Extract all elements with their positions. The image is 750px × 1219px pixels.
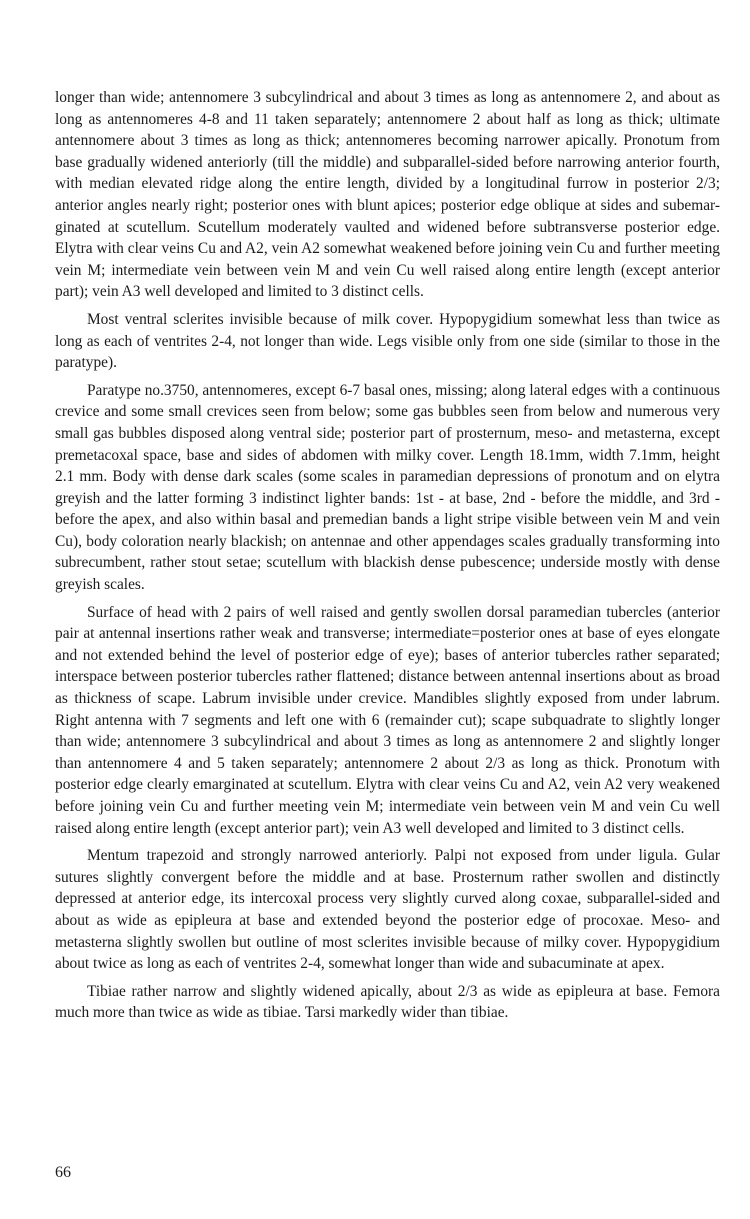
paragraph-paratype: Paratype no.3750, antennomeres, except 6-7 basal ones, missing; along lateral edges with a continuous crevice and some small crevices seen from below; some gas bubbles seen from below and numerous very small gas bubbles disposed along ventral side; posterior part of prosternum, meso- and metasterna, except premetacoxal space, base and sides of abdomen with milky cover. Length 18.1mm, width 7.1mm, height 2.1 mm. Body with dense dark scales (some scales in paramedian depressions of pronotum and on elytra greyish and the latter forming 3 indistinct lighter bands: 1st - at base, 2nd - before the middle, and 3rd - before the apex, and also within basal and premedian bands a light stripe visible between vein M and vein Cu), body coloration nearly blackish; on antennae and other appendages scales gradually transforming into subrecumbent, rather stout setae; scutellum with blackish dense pubescence; underside mostly with dense greyish scales. (55, 381, 720, 594)
paragraph-mentum: Mentum trapezoid and strongly narrowed anteriorly. Palpi not exposed from under ligula. Gular sutures slightly convergent before the middle and at base. Prosternum rather swollen and distinctly depressed at anterior edge, its intercoxal process very slightly curved along coxae, subparallel-sided and about as wide as epipleura at base and extended beyond the posterior edge of procoxae. Meso- and metasterna slightly swollen but outline of most sclerites invisible because of milky cover. Hypopygidium about twice as long as each of ventrites 2-4, somewhat longer than wide and subacuminate at apex. (55, 847, 720, 973)
page-body (55, 87, 720, 1030)
page-number: 66 (55, 1164, 71, 1181)
paragraph-head-surface: Surface of head with 2 pairs of well raised and gently swollen dorsal paramedian tubercles (anterior pair at antennal insertions rather weak and transverse; intermediate=posterior ones at base of eyes elongate and not extended behind the level of posterior edge of eye); bases of anterior tubercles rather separated; interspace between posterior tubercles rather flattened; distance between antennal insertions about as broad as thickness of scape. Labrum invisible under crevice. Mandibles slightly exposed from under labrum. Right antenna with 7 segments and left one with 6 (remainder cut); scape subquadrate to slightly longer than wide; antennomere 3 subcylindrical and about 3 times as long as antennomere 2 and slightly longer than antennomere 4 and 5 taken separately; antennomere 2 about 2/3 as long as thick. Pronotum with posterior edge clearly emarginated at scutellum. Elytra with clear veins Cu and A2, vein A2 very weakened before joining vein Cu and further meeting vein M; intermediate vein between vein M and vein Cu well raised along entire length (except anterior part); vein A3 well developed and limited to 3 distinct cells. (55, 603, 720, 837)
paragraph-tibiae: Tibiae rather narrow and slightly widened apically, about 2/3 as wide as epipleura at base. Femora much more than twice as wide as tibiae. Tarsi markedly wider than tibiae. (55, 982, 720, 1022)
paragraph-ventral-sclerites: Most ventral sclerites invisible because of milk cover. Hypopygidium somewhat less than twice as long as each of ventrites 2-4, not longer than wide. Legs visible only from one side (similar to those in the paratype). (55, 310, 720, 372)
paragraph-continued-description: longer than wide; antennomere 3 subcylindrical and about 3 times as long as antennomere 2, and about as long as antennomeres 4-8 and 11 taken separately; antennomere 2 about half as long as thick; ultimate antennomere about 3 times as long as thick; antennomeres becoming narrower apically. Pronotum from base gradually widened anteriorly (till the middle) and subparallel-sided before narrowing anterior fourth, with median elevated ridge along the entire length, divided by a longitudinal furrow in posterior 2/3; anterior angles nearly right; posterior ones with blunt apices; posterior edge oblique at sides and subemar-ginated at scutellum. Scutellum moderately vaulted and widened before subtransverse posterior edge. Elytra with clear veins Cu and A2, vein A2 somewhat weakened before joining vein Cu and further meeting vein M; intermediate vein between vein M and vein Cu well raised along entire length (except anterior part); vein A3 well developed and limited to 3 distinct cells. (55, 89, 720, 301)
